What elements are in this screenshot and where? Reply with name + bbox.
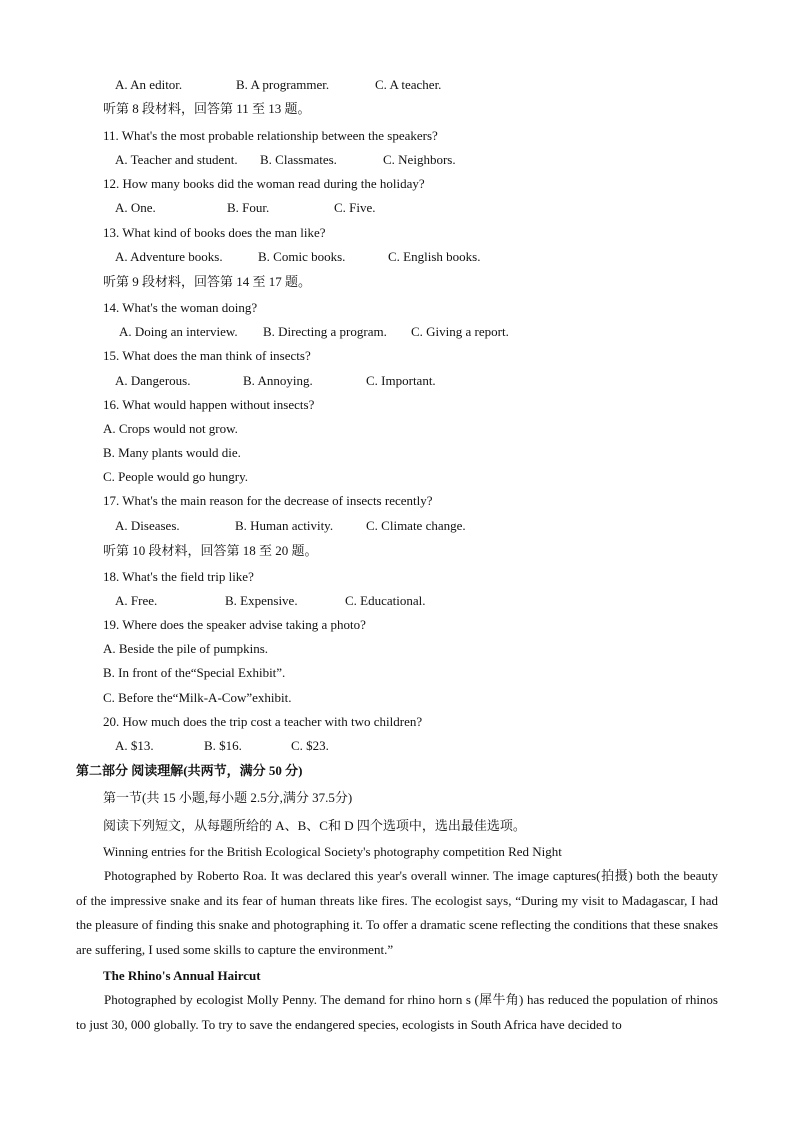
q20-options: [115, 738, 329, 754]
question-19: 19. Where does the speaker advise taking a photo?: [103, 617, 366, 632]
question-13: 13. What kind of books does the man like?: [103, 225, 326, 240]
q15-options: [115, 373, 436, 389]
q15-option-c: C. Important.: [366, 373, 436, 388]
q14-options: [119, 324, 509, 340]
q13-options: [115, 249, 480, 265]
q12-options: [115, 200, 376, 216]
paragraph-2-text: Photographed by ecologist Molly Penny. The demand for rhino horn s (犀牛角) has reduced the population of rhinos to just 30, 000 globally. To try to save the endangered species, ecologists in South Africa have decided to: [76, 992, 718, 1032]
passage-intro: Winning entries for the British Ecological Society's photography competition Red Night: [103, 844, 562, 859]
question-16: 16. What would happen without insects?: [103, 397, 315, 412]
q17-option-a: A. Diseases.: [115, 518, 180, 533]
q11-option-a: A. Teacher and student.: [115, 152, 238, 167]
q10-options: [115, 77, 441, 93]
q12-option-b: B. Four.: [227, 200, 270, 215]
q18-option-c: C. Educational.: [345, 593, 426, 608]
section-9-heading: 听第 9 段材料，回答第 14 至 17 题。: [103, 274, 312, 289]
q10-option-a: A. An editor.: [115, 77, 183, 92]
q20-option-a: A. $13.: [115, 738, 154, 753]
q15-option-b: B. Annoying.: [243, 373, 313, 388]
question-18: 18. What's the field trip like?: [103, 569, 254, 584]
q11-options: [115, 152, 456, 168]
part-2-title: 第二部分 阅读理解(共两节，满分 50 分): [76, 763, 303, 778]
q17-option-b: B. Human activity.: [235, 518, 334, 533]
q12-option-a: A. One.: [115, 200, 156, 215]
q17-options: [115, 518, 466, 534]
q13-option-b: B. Comic books.: [258, 249, 346, 264]
q14-option-a: A. Doing an interview.: [119, 324, 238, 339]
q11-option-b: B. Classmates.: [260, 152, 337, 167]
q16-option-a: A. Crops would not grow.: [103, 421, 238, 436]
paragraph-1-text: Photographed by Roberto Roa. It was declared this year's overall winner. The image captures(拍摄) both the beauty of the impressive snake and its fear of human threats like fires. The ecologist says, “During my visit to Madagascar, I had the pleasure of finding this snake and photographing it. To offer a dramatic scene reflecting the conditions that these snakes are suffering, I used some skills to capture the environment.”: [76, 868, 718, 957]
question-17: 17. What's the main reason for the decrease of insects recently?: [103, 493, 433, 508]
passage-paragraph-1: [76, 864, 718, 962]
q20-option-c: C. $23.: [291, 738, 329, 753]
section-8-heading: 听第 8 段材料，回答第 11 至 13 题。: [103, 101, 311, 116]
q10-option-c: C. A teacher.: [375, 77, 442, 92]
q14-option-c: C. Giving a report.: [411, 324, 509, 339]
question-11: 11. What's the most probable relationship between the speakers?: [103, 128, 438, 143]
q18-option-b: B. Expensive.: [225, 593, 298, 608]
q12-option-c: C. Five.: [334, 200, 376, 215]
q17-option-c: C. Climate change.: [366, 518, 466, 533]
question-15: 15. What does the man think of insects?: [103, 348, 311, 363]
question-20: 20. How much does the trip cost a teacher with two children?: [103, 714, 423, 729]
q18-option-a: A. Free.: [115, 593, 158, 608]
passage-paragraph-2: [76, 988, 718, 1037]
q19-option-b: B. In front of the“Special Exhibit”.: [103, 665, 286, 680]
section-10-heading: 听第 10 段材料，回答第 18 至 20 题。: [103, 543, 318, 558]
q16-option-b: B. Many plants would die.: [103, 445, 241, 460]
q11-option-c: C. Neighbors.: [383, 152, 456, 167]
q13-option-c: C. English books.: [388, 249, 481, 264]
q16-option-c: C. People would go hungry.: [103, 469, 249, 484]
q13-option-a: A. Adventure books.: [115, 249, 223, 264]
q10-option-b: B. A programmer.: [236, 77, 330, 92]
question-12: 12. How many books did the woman read during the holiday?: [103, 176, 425, 191]
q14-option-b: B. Directing a program.: [263, 324, 387, 339]
q19-option-c: C. Before the“Milk-A-Cow”exhibit.: [103, 690, 292, 705]
q18-options: [115, 593, 426, 609]
q15-option-a: A. Dangerous.: [115, 373, 191, 388]
section-1-title: 第一节(共 15 小题,每小题 2.5分,满分 37.5分): [103, 790, 353, 805]
q19-option-a: A. Beside the pile of pumpkins.: [103, 641, 269, 656]
question-14: 14. What's the woman doing?: [103, 300, 258, 315]
reading-instruction: 阅读下列短文，从每题所给的 A、B、C和 D 四个选项中，选出最佳选项。: [103, 818, 526, 833]
q20-option-b: B. $16.: [204, 738, 242, 753]
rhino-section-title: The Rhino's Annual Haircut: [103, 968, 261, 983]
